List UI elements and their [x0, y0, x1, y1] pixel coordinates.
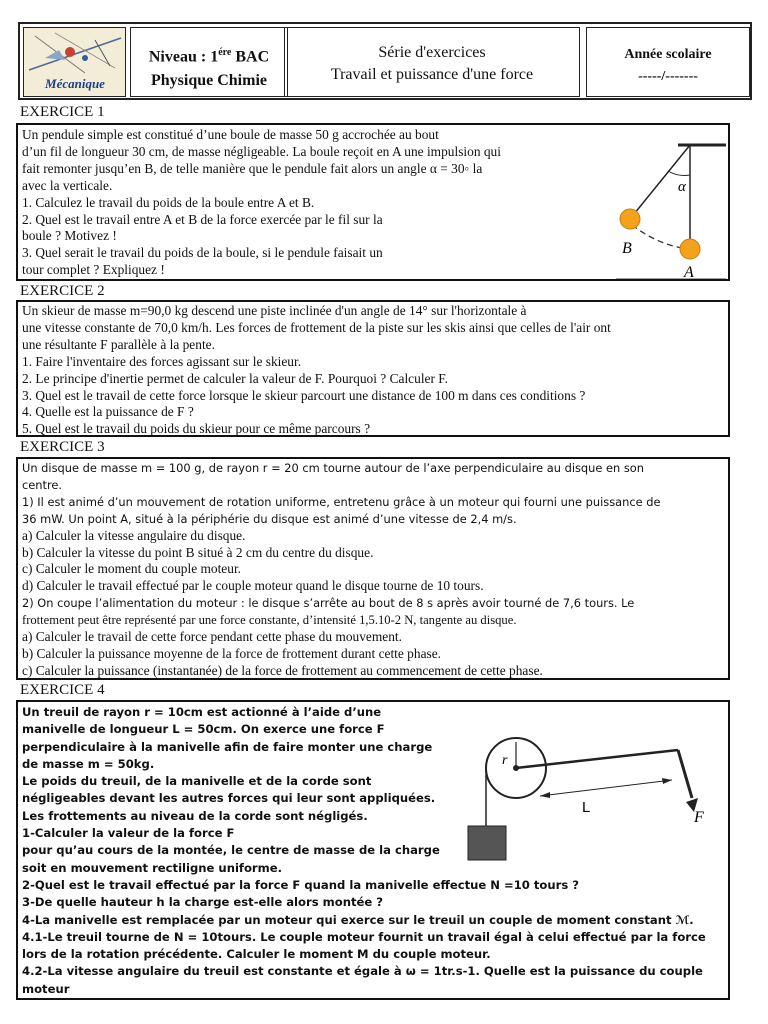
ex3-line: Un disque de masse m = 100 g, de rayon r = 20 cm tourne autour de l’axe perpendiculaire au disque en son [22, 461, 644, 475]
ex2-text [22, 303, 611, 438]
ex3-line: a) Calculer la vitesse angulaire du disque. [22, 527, 246, 543]
ex4-line: 4-La manivelle est remplacée par un moteur qui exerce sur le treuil un couple de moment constant ℳ. [22, 912, 694, 927]
radius-label: r [502, 753, 508, 768]
ex1-box [16, 123, 730, 281]
ex2-title: EXERCICE 2 [20, 283, 105, 299]
ex3-box [16, 457, 730, 680]
ex2-line: 5. Quel est le travail du poids du skieur pour ce même parcours ? [22, 421, 371, 437]
year-value: -----/------- [638, 69, 698, 84]
ex2-line: une vitesse constante de 70,0 km/h. Les forces de frottement de la piste sur les skis ainsi que celles de l'air ont [22, 319, 611, 335]
ex2-line: 4. Quelle est la puissance de F ? [22, 404, 194, 420]
ex2-line: 2. Le principe d'inertie permet de calculer la valeur de F. Pourquoi ? Calculer F. [22, 370, 449, 386]
ball-b [620, 209, 640, 229]
ex4-line: manivelle de longueur L = 50cm. On exerce une force F [22, 722, 385, 737]
ex2-line: 3. Quel est le travail de cette force lorsque le skieur parcourt une distance de 100 m dans ces conditions ? [22, 387, 586, 403]
ex4-line: Le poids du treuil, de la manivelle et de la corde sont [22, 774, 372, 789]
ex2-line: 1. Faire l'inventaire des forces agissant sur le skieur. [22, 353, 302, 369]
ex3-line: a) Calculer le travail de cette force pendant cette phase du mouvement. [22, 629, 402, 645]
ex3-line: b) Calculer la vitesse du point B situé à 2 cm du centre du disque. [22, 544, 374, 560]
mecanique-logo-drawing [25, 28, 125, 95]
ex4-line: 2-Quel est le travail effectué par la force F quand la manivelle effectue N =10 tours ? [22, 877, 580, 892]
year-label: Année scolaire [624, 47, 712, 62]
ex3-title: EXERCICE 3 [20, 439, 105, 455]
length-label: L [582, 799, 591, 816]
ex3-line: frottement peut être représenté par une force constante, d’intensité 1,5.10-2 N, tangente au disque. [22, 613, 517, 628]
ex4-line: perpendiculaire à la manivelle afin de faire monter une charge [22, 739, 433, 754]
ex1-line: 1. Calculez le travail du poids de la boule entre A et B. [22, 194, 315, 210]
angle-label: α [678, 179, 686, 195]
pendulum-figure [596, 139, 726, 279]
ex1-line: boule ? Motivez ! [22, 228, 117, 244]
ex4-line: 1-Calculer la valeur de la force F [22, 826, 235, 841]
ex2-line: une résultante F parallèle à la pente. [22, 336, 215, 352]
ex2-box [16, 300, 730, 437]
ex1-text [22, 127, 501, 279]
ex4-line: lors de la rotation précédente. Calculer le moment M du couple moteur. [22, 947, 491, 962]
series-title: Série d'exercices [378, 44, 486, 61]
force-label: F [694, 809, 704, 826]
level-line: Niveau : $1^{ére}$ BAC [148, 47, 270, 66]
ex4-line: soit en mouvement rectiligne uniforme. [22, 860, 282, 875]
ex2-line: Un skieur de masse m=90,0 kg descend une piste inclinée d'un angle de 14° sur l'horizontale à [22, 303, 527, 318]
logo-label: Mécanique [44, 76, 105, 91]
ex1-line: avec la verticale. [22, 177, 113, 193]
ex1-line: d’un fil de longueur 30 cm, de masse négligeable. La boule reçoit en A une impulsion qui [22, 143, 501, 159]
ex3-line: 2) On coupe l’alimentation du moteur : le disque s’arrête au bout de 8 s après avoir tourné de 7,6 tours. Le [22, 596, 635, 611]
point-a-label: A [684, 264, 694, 279]
ex3-line: c) Calculer le moment du couple moteur. [22, 561, 242, 577]
ex4-line: moteur [22, 981, 70, 996]
ex1-line: 3. Quel serait le travail du poids de la boule, si le pendule faisait un [22, 245, 383, 261]
ex3-line: d) Calculer le travail effectué par le couple moteur quand le disque tourne de 10 tours. [22, 578, 484, 594]
ex4-line: Les frottements au niveau de la corde sont négligés. [22, 808, 368, 823]
ex3-line: 1) Il est animé d’un mouvement de rotation uniforme, entretenu grâce à un moteur qui fourni une puissance de [22, 494, 661, 509]
ex3-line: b) Calculer la puissance moyenne de la force de frottement durant cette phase. [22, 645, 442, 661]
trajectory-arc [632, 225, 688, 249]
ex1-line: tour complet ? Expliquez ! [22, 262, 165, 278]
ex4-line: Un treuil de rayon r = 10cm est actionné à l’aide d’une [22, 705, 382, 719]
ex4-box [16, 700, 730, 1000]
level-cell [130, 27, 288, 97]
ex4-line: pour qu’au cours de la montée, le centre de masse de la charge [22, 843, 440, 858]
ex4-line: négligeables devant les autres forces qui leur sont appliquées. [22, 791, 436, 806]
ex3-line: c) Calculer la puissance (instantanée) de la force de frottement au commencement de cette phase. [22, 662, 543, 678]
ball-a [680, 239, 700, 259]
ex4-title: EXERCICE 4 [20, 682, 105, 698]
ex1-line: fait remonter jusqu’en B, de telle manière que le pendule fait alors un angle α = 30◦ la [22, 160, 483, 176]
load-block [468, 826, 506, 860]
ex4-line: 3-De quelle hauteur h la charge est-elle alors montée ? [22, 895, 383, 910]
ex4-line: 4.2-La vitesse angulaire du treuil est constante et égale à ω = 1tr.s-1. Quelle est la puissance du couple [22, 964, 703, 979]
crank-handle [516, 750, 678, 768]
angle-arc [668, 171, 690, 176]
series-cell [284, 27, 580, 97]
logo [23, 27, 126, 97]
point-b-label: B [622, 240, 632, 257]
ex1-title: EXERCICE 1 [20, 104, 105, 120]
ex4-line: de masse m = 50kg. [22, 756, 155, 771]
series-subtitle: Travail et puissance d'une force [330, 66, 534, 83]
winch-figure [462, 730, 724, 862]
subject: Physique Chimie [150, 72, 267, 90]
ex1-line: Un pendule simple est constitué d’une boule de masse 50 g accrochée au bout [22, 127, 439, 142]
force-arrow [678, 750, 692, 798]
level-sup: ére [218, 47, 232, 58]
ex3-line: centre. [22, 477, 63, 492]
page-header [18, 22, 752, 100]
ex1-line: 2. Quel est le travail entre A et B de la force exercée par le fil sur la [22, 211, 383, 227]
ex3-text [22, 460, 660, 680]
ex4-line: 4.1-Le treuil tourne de N = 10tours. Le couple moteur fournit un travail égal à celui effectué par la force [22, 929, 706, 944]
year-cell [586, 27, 750, 97]
ex3-line: 36 mW. Un point A, situé à la périphérie du disque est animé d’une vitesse de 2,4 m/s. [22, 511, 517, 526]
length-dimension [540, 780, 672, 796]
